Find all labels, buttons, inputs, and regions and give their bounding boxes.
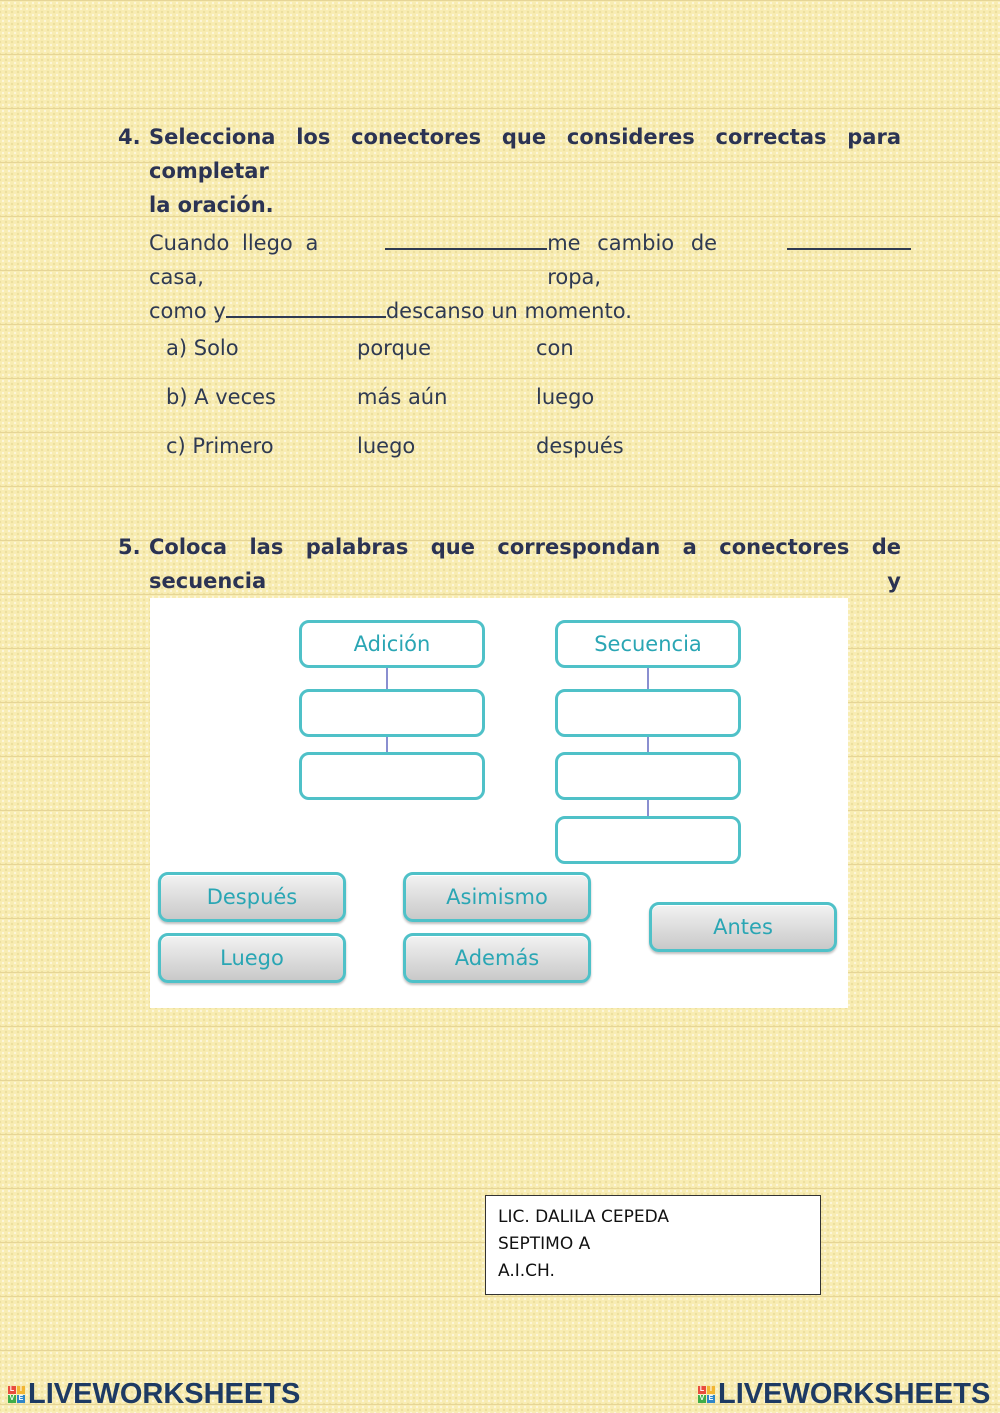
footer-brand-right: [698, 1378, 990, 1411]
connector-line: [647, 800, 649, 816]
question-4-sentence: [149, 226, 911, 328]
liveworksheets-logo-icon: L I V E: [9, 1386, 24, 1402]
option-b-label[interactable]: b) A veces: [166, 385, 276, 409]
option-b-col3: luego: [536, 385, 595, 409]
word-luego[interactable]: Luego: [158, 933, 346, 983]
sorting-diagram: [150, 598, 848, 1008]
word-asimismo[interactable]: Asimismo: [403, 872, 591, 922]
author-name: LIC. DALILA CEPEDA: [498, 1207, 669, 1227]
connector-line: [386, 737, 388, 752]
footer-brand-left: [8, 1378, 300, 1411]
option-c-label[interactable]: c) Primero: [166, 434, 274, 458]
header-secuencia: Secuencia: [555, 620, 741, 668]
option-a-label[interactable]: a) Solo: [166, 336, 239, 360]
blank-1[interactable]: [385, 226, 547, 250]
connector-line: [647, 668, 649, 689]
question-4-number: 4.: [118, 125, 141, 149]
question-5-line1: Coloca las palabras que correspondan a conectores de secuencia y: [149, 535, 901, 593]
sentence-part-4: descanso un momento.: [385, 299, 632, 323]
blank-2[interactable]: [787, 226, 911, 250]
author-box: [485, 1195, 821, 1295]
word-despues[interactable]: Después: [158, 872, 346, 922]
drop-zone-adicion-2[interactable]: [299, 752, 485, 800]
question-4-line2: la oración.: [149, 193, 274, 217]
connector-line: [386, 668, 388, 689]
drop-zone-adicion-1[interactable]: [299, 689, 485, 737]
drop-zone-secuencia-3[interactable]: [555, 816, 741, 864]
option-c-col2: luego: [357, 434, 416, 458]
question-5-number: 5.: [118, 535, 141, 559]
drop-zone-secuencia-2[interactable]: [555, 752, 741, 800]
option-c-col3: después: [536, 434, 624, 458]
liveworksheets-logo-icon: L I V E: [699, 1386, 714, 1402]
connector-line: [647, 737, 649, 752]
blank-3[interactable]: [226, 294, 386, 318]
sentence-part-2: me cambio de ropa,: [547, 231, 718, 289]
author-class: SEPTIMO A: [498, 1234, 591, 1254]
option-b-col2: más aún: [357, 385, 448, 409]
question-4-line1: Selecciona los conectores que consideres correctas para completar: [149, 125, 901, 183]
option-a-col2: porque: [357, 336, 432, 360]
brand-text: LIVEWORKSHEETS: [28, 1378, 301, 1410]
word-ademas[interactable]: Además: [403, 933, 591, 983]
header-adicion: Adición: [299, 620, 485, 668]
question-4-instruction: [149, 120, 901, 222]
option-a-col3: con: [536, 336, 574, 360]
author-school: A.I.CH.: [498, 1261, 555, 1281]
word-antes[interactable]: Antes: [649, 902, 837, 952]
sentence-part-3: como y: [149, 299, 226, 323]
brand-text: LIVEWORKSHEETS: [718, 1378, 991, 1410]
sentence-part-1: Cuando llego a casa,: [149, 231, 319, 289]
drop-zone-secuencia-1[interactable]: [555, 689, 741, 737]
